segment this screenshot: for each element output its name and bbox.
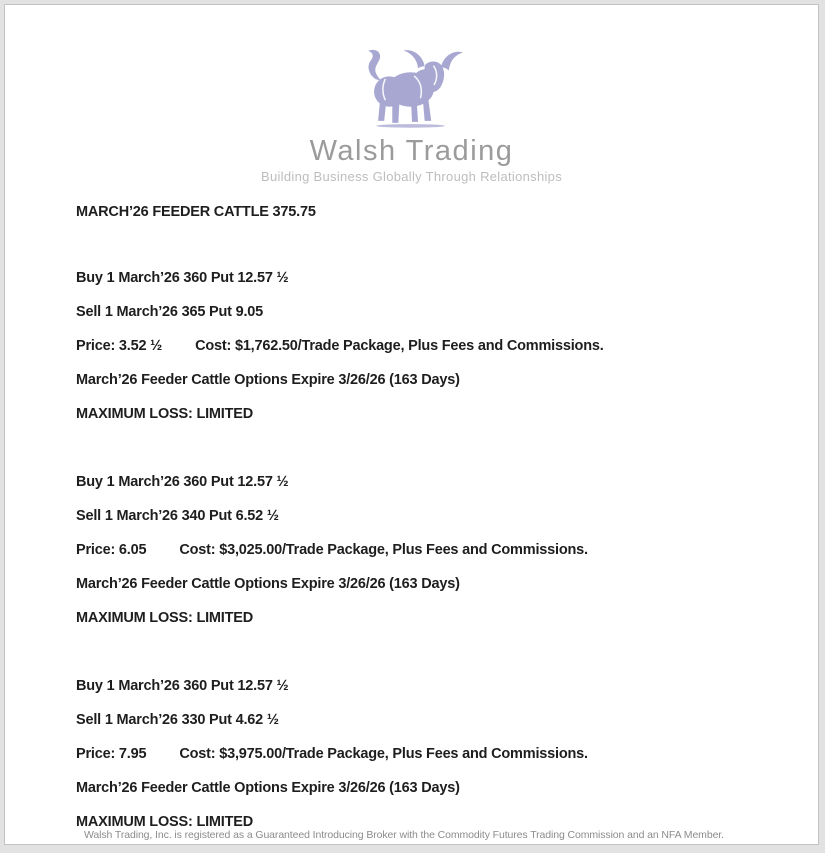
price-value: Price: 7.95 [76,746,147,762]
walsh-trading-logo [5,5,818,185]
contract-headline: MARCH’26 FEEDER CATTLE 375.75 [76,204,316,220]
buy-line: Buy 1 March’26 360 Put 12.57 ½ [76,474,289,490]
bull-shadow [376,124,445,128]
max-loss-line: MAXIMUM LOSS: LIMITED [76,610,254,626]
bull-silhouette [367,50,462,123]
trade-block-3 [76,669,758,839]
document-page [4,4,819,845]
brand-tagline: Building Business Globally Through Relationships [260,169,563,184]
trade-block-2 [76,465,758,635]
cost-value: Cost: $3,975.00/Trade Package, Plus Fees and Commissions. [179,746,588,762]
document-body [76,195,758,839]
price-line [76,533,758,567]
compliance-footer: Walsh Trading, Inc. is registered as a Guaranteed Introducing Broker with the Commodity Futures Trading Commission and an NFA Member. [84,829,724,841]
max-loss-line: MAXIMUM LOSS: LIMITED [76,814,254,830]
price-value: Price: 3.52 ½ [76,338,163,354]
price-line [76,737,758,771]
expiry-line: March’26 Feeder Cattle Options Expire 3/26/26 (163 Days) [76,576,460,592]
sell-line: Sell 1 March’26 365 Put 9.05 [76,304,264,320]
cost-value: Cost: $3,025.00/Trade Package, Plus Fees and Commissions. [179,542,588,558]
buy-line: Buy 1 March’26 360 Put 12.57 ½ [76,270,289,286]
expiry-line: March’26 Feeder Cattle Options Expire 3/26/26 (163 Days) [76,372,460,388]
trade-block-1 [76,261,758,431]
buy-line: Buy 1 March’26 360 Put 12.57 ½ [76,678,289,694]
sell-line: Sell 1 March’26 330 Put 4.62 ½ [76,712,279,728]
cost-value: Cost: $1,762.50/Trade Package, Plus Fees and Commissions. [195,338,604,354]
bull-logo-icon [353,47,471,133]
expiry-line: March’26 Feeder Cattle Options Expire 3/26/26 (163 Days) [76,780,460,796]
brand-name: Walsh Trading [309,135,514,167]
price-value: Price: 6.05 [76,542,147,558]
max-loss-line: MAXIMUM LOSS: LIMITED [76,406,254,422]
price-line [76,329,758,363]
sell-line: Sell 1 March’26 340 Put 6.52 ½ [76,508,279,524]
